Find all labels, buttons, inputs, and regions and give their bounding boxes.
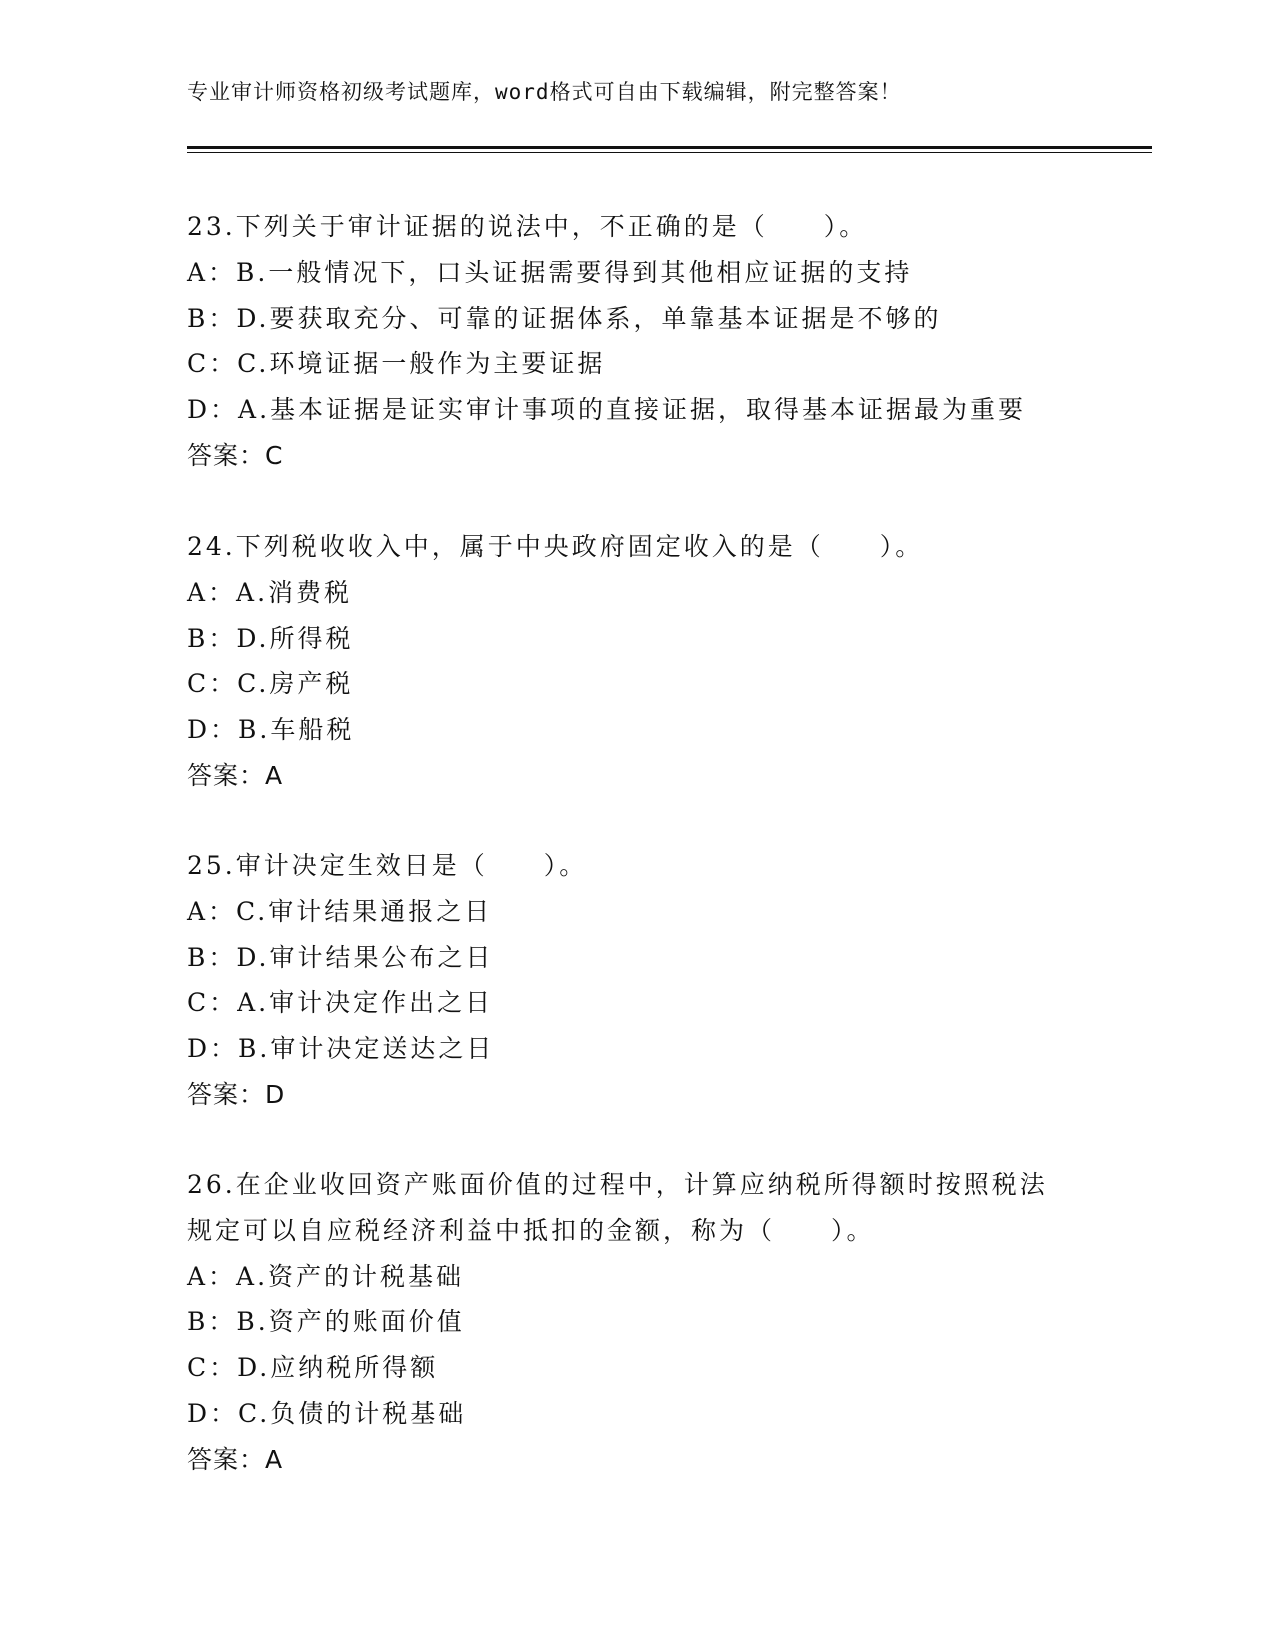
option-a: A：A.消费税 (187, 577, 353, 607)
question-stem: 25.审计决定生效日是（ ）。 (187, 851, 588, 880)
question-stem: 23.下列关于审计证据的说法中，不正确的是（ ）。 (187, 212, 868, 241)
question-25 (187, 843, 1087, 1118)
answer: 答案：A (187, 760, 284, 790)
option-a: A：C.审计结果通报之日 (187, 896, 493, 926)
option-d: D：C.负债的计税基础 (187, 1398, 467, 1428)
question-stem: 26.在企业收回资产账面价值的过程中，计算应纳税所得额时按照税法 (187, 1170, 1048, 1199)
option-a: A：B.一般情况下，口头证据需要得到其他相应证据的支持 (187, 257, 913, 287)
document-header: 专业审计师资格初级考试题库，word格式可自由下载编辑，附完整答案！ (187, 80, 902, 104)
answer: 答案：C (187, 440, 284, 470)
option-c: C：A.审计决定作出之日 (187, 988, 494, 1018)
question-26 (187, 1162, 1087, 1483)
option-c: C：C.环境证据一般作为主要证据 (187, 349, 606, 379)
option-b: B：D.所得税 (187, 623, 354, 653)
option-b: B：D.审计结果公布之日 (187, 942, 494, 972)
option-d: D：A.基本证据是证实审计事项的直接证据，取得基本证据最为重要 (187, 395, 1027, 425)
option-d: D：B.车船税 (187, 715, 355, 745)
option-b: B：D.要获取充分、可靠的证据体系，单靠基本证据是不够的 (187, 303, 942, 333)
question-23 (187, 204, 1087, 479)
answer: 答案：A (187, 1444, 284, 1474)
header-divider-thin (187, 152, 1152, 153)
answer: 答案：D (187, 1079, 286, 1109)
question-stem: 24.下列税收收入中，属于中央政府固定收入的是（ ）。 (187, 532, 924, 561)
option-a: A：A.资产的计税基础 (187, 1261, 465, 1291)
option-c: C：C.房产税 (187, 669, 354, 699)
question-stem-continued: 规定可以自应税经济利益中抵扣的金额，称为（ ）。 (187, 1215, 875, 1245)
header-divider-thick (187, 146, 1152, 149)
option-c: C：D.应纳税所得额 (187, 1353, 439, 1383)
option-b: B：B.资产的账面价值 (187, 1307, 465, 1337)
question-24 (187, 524, 1087, 799)
option-d: D：B.审计决定送达之日 (187, 1034, 495, 1064)
